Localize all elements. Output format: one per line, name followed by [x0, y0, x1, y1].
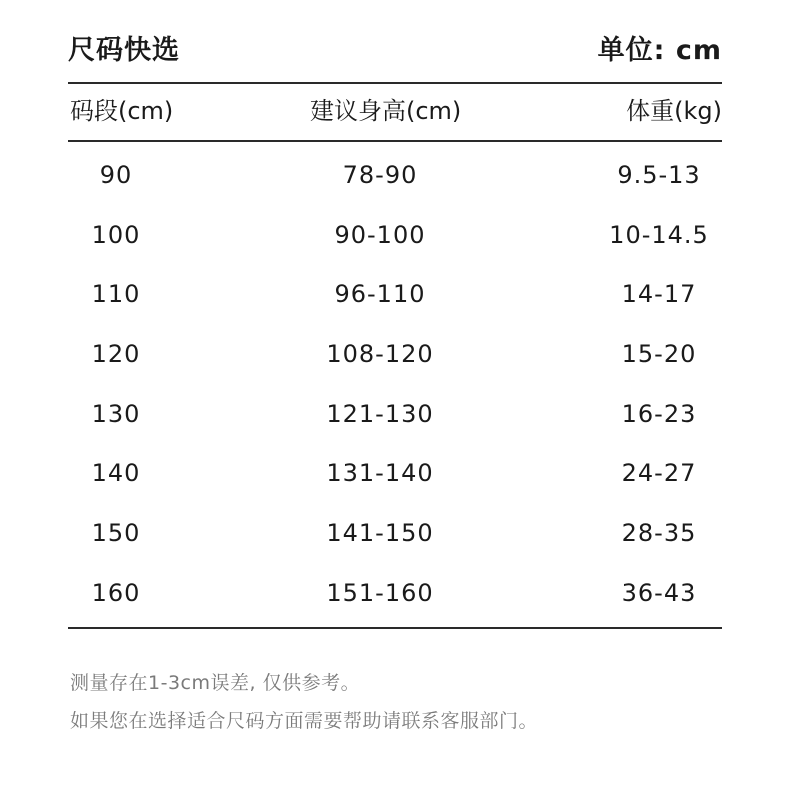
weight-cell: 9.5-13: [617, 161, 701, 189]
size-cell: 160: [91, 578, 141, 607]
size-cell: 140: [91, 459, 141, 488]
height-cell: 131-140: [326, 459, 434, 488]
height-cell: 108-120: [326, 340, 434, 369]
weight-cell: 16-23: [621, 399, 697, 428]
measurement-disclaimer: 测量存在1-3cm误差, 仅供参考。: [70, 672, 361, 694]
size-cell: 130: [91, 399, 141, 428]
table-row: [68, 564, 722, 624]
weight-cell: 10-14.5: [609, 220, 709, 249]
weight-cell: 28-35: [621, 519, 697, 548]
header: [68, 24, 722, 70]
column-header-weight: 体重(kg): [626, 97, 722, 125]
table-row: [68, 444, 722, 504]
help-note: 如果您在选择适合尺码方面需要帮助请联系客服部门。: [70, 710, 539, 732]
table-row: [68, 146, 722, 206]
table-row: [68, 385, 722, 445]
table-row: [68, 206, 722, 266]
table-header-rule: [68, 140, 722, 142]
size-table-body: [68, 146, 722, 624]
height-cell: 90-100: [334, 220, 426, 249]
weight-cell: 14-17: [621, 280, 697, 309]
unit-label: 单位: cm: [597, 34, 722, 66]
height-cell: 121-130: [326, 399, 434, 428]
size-cell: 90: [99, 161, 133, 189]
table-row: [68, 504, 722, 564]
height-cell: 141-150: [326, 519, 434, 548]
page-title: 尺码快选: [68, 34, 180, 66]
weight-cell: 24-27: [621, 459, 697, 488]
height-cell: 78-90: [342, 161, 418, 189]
table-bottom-rule: [68, 627, 722, 629]
weight-cell: 36-43: [621, 578, 697, 607]
size-cell: 150: [91, 519, 141, 548]
size-cell: 120: [91, 340, 141, 369]
table-row: [68, 265, 722, 325]
height-cell: 151-160: [326, 578, 434, 607]
height-cell: 96-110: [334, 280, 426, 309]
size-cell: 100: [91, 220, 141, 249]
size-cell: 110: [91, 280, 141, 309]
column-header-height: 建议身高(cm): [310, 97, 462, 125]
weight-cell: 15-20: [621, 340, 697, 369]
table-top-rule: [68, 82, 722, 84]
column-header-size: 码段(cm): [70, 97, 174, 125]
table-row: [68, 325, 722, 385]
